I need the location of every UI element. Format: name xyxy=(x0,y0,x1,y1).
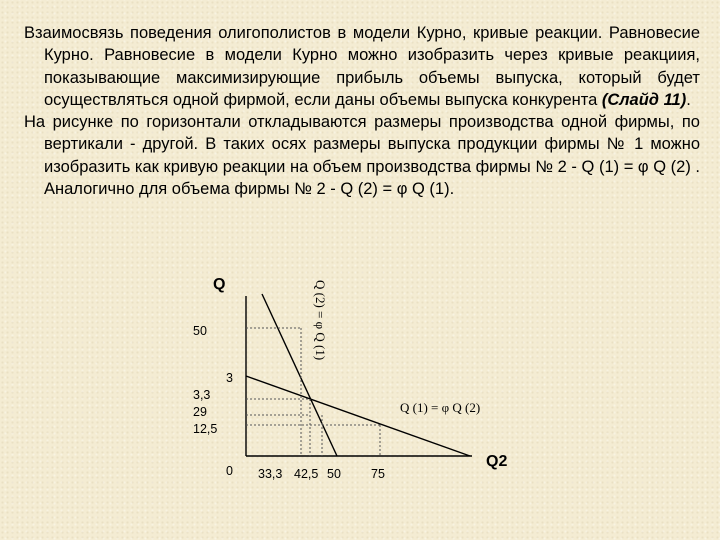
origin-label: 0 xyxy=(226,464,233,478)
slide-reference: (Слайд 11) xyxy=(601,90,687,109)
x-tick-label: 75 xyxy=(371,467,385,481)
paragraph-axes: На рисунке по горизонтали откладываются размеры производства одной фирмы, по вертикали - другой. В таких осях размеры выпуска продукции фирмы № 1 можно изобразить как кривую реакции на объем производства фирмы № 2 - Q (1) = φ Q (2) . Аналогично для объема фирмы № 2 - Q (2) = φ Q (1). xyxy=(24,113,700,199)
paragraph-intro-text: Взаимосвязь поведения олигополистов в модели Курно, кривые реакции. Равновесие Курно. Равновесие в модели Курно можно изобразить через кривые реакциия, показывающие максимизирующие прибыль объемы выпуска, который будет осуществляться одной фирмой, если даны объемы выпуска конкурента xyxy=(24,24,700,109)
y-tick-label: 29 xyxy=(193,405,207,419)
y-tick-label: 3 xyxy=(226,371,233,385)
y-tick-label: 12,5 xyxy=(193,422,218,436)
x-tick-label: 33,3 xyxy=(258,467,283,481)
reaction-curve-firm1 xyxy=(246,376,470,456)
x-tick-label: 50 xyxy=(327,467,341,481)
y-tick-label: 3,3 xyxy=(193,388,211,402)
x-axis-label: Q2 xyxy=(486,453,508,470)
y-tick-label: 50 xyxy=(193,324,207,338)
reaction-curve-firm2-label: Q (2) = φ Q (1) xyxy=(313,280,328,361)
y-axis-label: Q xyxy=(213,276,226,293)
reaction-curve-firm1-label: Q (1) = φ Q (2) xyxy=(400,400,481,415)
x-tick-label: 42,5 xyxy=(294,467,319,481)
paragraph-intro-end: . xyxy=(686,90,691,109)
